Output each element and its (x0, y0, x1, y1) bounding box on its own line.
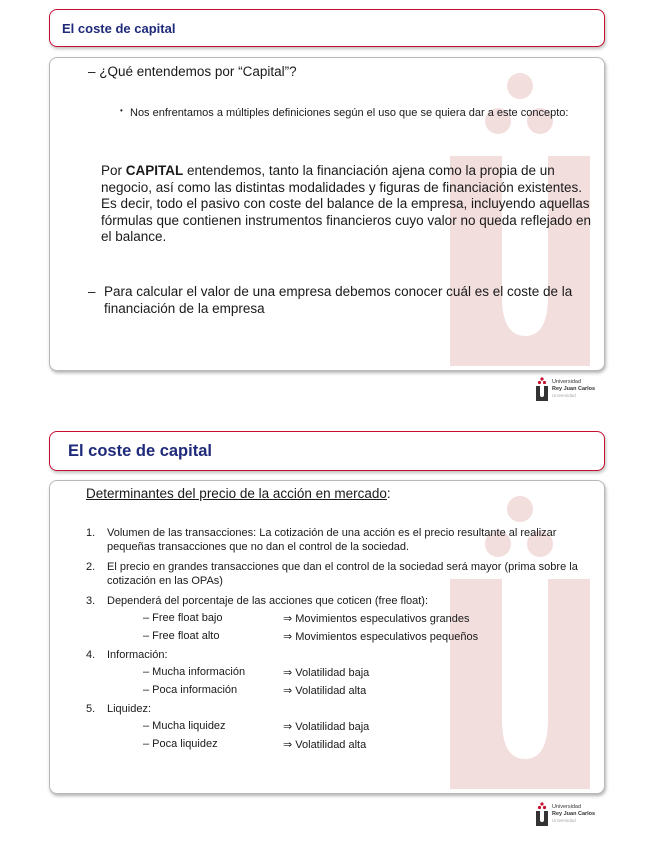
list-item: 5. Liquidez: (86, 703, 152, 715)
slide1-question: ¿Qué entendemos por “Capital”? (99, 64, 297, 79)
slide2-title-bar (49, 431, 605, 471)
slide1-bullet-row (120, 106, 600, 120)
slide1-point2-row: – Para calcular el valor de una empresa debemos conocer cuál es el coste de la financiación de la empresa (88, 284, 588, 317)
slide2-heading-row: Determinantes del precio de la acción en mercado: (86, 486, 391, 501)
slide1-content (49, 57, 605, 371)
slide1-paragraph: Por CAPITAL entendemos, tanto la financiación ajena como la propia de un negocio, así como las distintas modalidades y figuras de financiación existentes. Es decir, todo el pasivo con coste del balance de la empresa, incluyendo aquellas fórmulas que contienen instrumentos financieros cuyo valor no queda reflejado en el balance. (101, 163, 592, 244)
slide1-point2: Para calcular el valor de una empresa debemos conocer cuál es el coste de la financiación de la empresa (104, 284, 573, 316)
slide2-title: El coste de capital (68, 442, 212, 460)
urjc-logo-icon (535, 802, 549, 826)
university-logo: Universidad Rey Juan Carlos Universidad (535, 802, 605, 830)
list-item: 3. Dependerá del porcentaje de las acciones que coticen (free float): (86, 595, 429, 607)
list-item: 1. Volumen de las transacciones: La cotización de una acción es el precio resultante al realizar pequeñas transacciones que no dan el control de la sociedad. (86, 527, 557, 553)
list-item: 2. El precio en grandes transacciones que dan el control de la sociedad será mayor (prima sobre la cotización en las OPAs) (86, 561, 578, 587)
university-logo: Universidad Rey Juan Carlos Universidad (535, 377, 605, 405)
slide2-content: Determinantes del precio de la acción en mercado: 1. Volumen de las transacciones: La cotización de una acción es el precio resultante al realizar pequeñas transacciones que no dan el control de la sociedad. 2. El precio en grandes transacciones que dan el control de la sociedad será mayor (prima sobre la cotización en las OPAs) 3. Dependerá del porcentaje de las acciones que coticen (free float): – Free float bajo ⇒ Movimientos especulativos grandes – Free float alto ⇒ Movimientos especulativos pequeños 4. Información: – Mucha información ⇒ Volatilidad baja – Poca información ⇒ Volatilidad alta 5. Liquidez: – Mucha liquidez ⇒ Volatilidad baja – Poca liquidez ⇒ Volatilidad alta (49, 480, 605, 794)
slide1-title: El coste de capital (62, 21, 176, 36)
slide1-question-row: – ¿Qué entendemos por “Capital”? (88, 64, 297, 79)
slide2-heading: Determinantes del precio de la acción en mercado (86, 486, 387, 501)
urjc-logo-icon (535, 377, 549, 401)
bullet-dot-icon: • (120, 106, 123, 115)
capital-keyword: CAPITAL (125, 163, 184, 178)
slide1-bullet: Nos enfrentamos a múltiples definiciones según el uso que se quiera dar a este concepto: (130, 107, 569, 119)
list-item: 4. Información: (86, 649, 168, 661)
slide1-title-bar (49, 9, 605, 47)
